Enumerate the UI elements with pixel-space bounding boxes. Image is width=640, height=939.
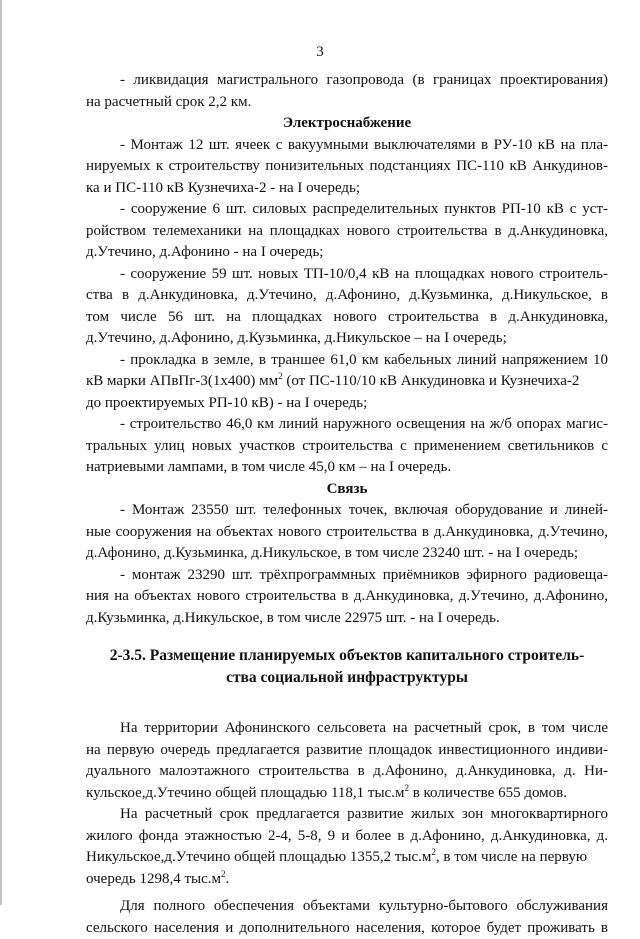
electricity-line: - сооружение 6 шт. силовых распределительных пунктов РП-10 кВ с уст- xyxy=(86,199,608,221)
section-title-line-2: ства социальной инфраструктуры xyxy=(86,667,608,689)
electricity-line: до проектируемых РП-10 кВ) - на I очередь; xyxy=(86,393,608,415)
gas-line-1: - ликвидация магистрального газопровода (в границах проектирования) xyxy=(86,70,608,92)
electricity-line: ройством телемеханики на площадках нового строительства в д.Анкудиновка, xyxy=(86,221,608,243)
electricity-line: натриевыми лампами, в том числе 45,0 км – на I очередь. xyxy=(86,457,608,479)
document-body xyxy=(86,70,608,939)
electricity-line: - прокладка в земле, в траншее 61,0 км кабельных линий напряжением 10 xyxy=(86,350,608,372)
cable-text-b: (от ПС-110/10 кВ Анкудиновка и Кузнечиха-2 xyxy=(283,373,580,389)
para1-text-b: в количестве 655 домов. xyxy=(409,785,567,801)
electricity-line: д.Утечино, д.Афонино, д.Кузьминка, д.Никульское – на I очередь; xyxy=(86,328,608,350)
gas-line-2: на расчетный срок 2,2 км. xyxy=(86,92,608,114)
electricity-line: д.Утечино, д.Афонино - на I очередь; xyxy=(86,242,608,264)
section-paragraph-line xyxy=(86,869,608,891)
electricity-line: ка и ПС-110 кВ Кузнечиха-2 - на I очередь; xyxy=(86,178,608,200)
electricity-line: нируемых к строительству понизительных подстанциях ПС-110 кВ Анкудинов- xyxy=(86,156,608,178)
section-paragraph-line: на первую очередь предлагается развитие площадок инвестиционного индиви- xyxy=(86,740,608,762)
section-paragraph-line: сельского населения и дополнительного населения, которое будет проживать в xyxy=(86,918,608,939)
communication-line: ные сооружения на объектах нового строительства в д.Анкудиновка, д.Утечино, xyxy=(86,522,608,544)
communication-heading: Связь xyxy=(86,479,608,501)
scan-edge xyxy=(0,0,2,905)
cable-superscript: 2 xyxy=(278,371,283,381)
communication-line: - монтаж 23290 шт. трёхпрограммных приёмников эфирного радиовеща- xyxy=(86,565,608,587)
section-title-line-1: 2-3.5. Размещение планируемых объектов капитального строитель- xyxy=(86,645,608,667)
para2-text-d: . xyxy=(226,871,230,887)
para1-text-a: кульское,д.Утечино общей площадью 118,1 тыс.м xyxy=(86,785,404,801)
communication-line: д.Афонино, д.Кузьминка, д.Никульское, в том числе 23240 шт. - на I очередь; xyxy=(86,543,608,565)
electricity-line: - Монтаж 12 шт. ячеек с вакуумными выключателями в РУ-10 кВ на пла- xyxy=(86,135,608,157)
electricity-line: том числе 56 шт. на площадках нового строительства в д.Анкудиновка, xyxy=(86,307,608,329)
electricity-line: тральных улиц новых участков строительства с применением светильников с xyxy=(86,436,608,458)
para1-superscript: 2 xyxy=(404,783,409,793)
cable-text-a: кВ марки АПвПг-3(1х400) мм xyxy=(86,373,278,389)
electricity-cable-line xyxy=(86,371,608,393)
section-paragraph-line xyxy=(86,783,608,805)
electricity-heading: Электроснабжение xyxy=(86,113,608,135)
section-paragraph-line: На расчетный срок предлагается развитие жилых зон многоквартирного xyxy=(86,804,608,826)
para2-text-c: очередь 1298,4 тыс.м xyxy=(86,871,221,887)
section-paragraph-line: На территории Афонинского сельсовета на расчетный срок, в том числе xyxy=(86,718,608,740)
para2-superscript: 2 xyxy=(431,847,436,857)
communication-line: - Монтаж 23550 шт. телефонных точек, включая оборудование и линей- xyxy=(86,500,608,522)
para2-superscript: 2 xyxy=(221,869,226,879)
page-number: 3 xyxy=(0,44,640,61)
para2-text-b: , в том числе на первую xyxy=(436,849,587,865)
electricity-line: ства в д.Анкудиновка, д.Утечино, д.Афонино, д.Кузьминка, д.Никульское, в xyxy=(86,285,608,307)
communication-line: ния на объектах нового строительства в д.Анкудиновка, д.Утечино, д.Афонино, xyxy=(86,586,608,608)
electricity-line: - строительство 46,0 км линий наружного освещения на ж/б опорах магис- xyxy=(86,414,608,436)
section-paragraph-line: жилого фонда этажностью 2-4, 5-8, 9 и более в д.Афонино, д.Анкудиновка, д. xyxy=(86,826,608,848)
para2-text-a: Никульское,д.Утечино общей площадью 1355,2 тыс.м xyxy=(86,849,431,865)
section-paragraph-line xyxy=(86,847,608,869)
communication-line: д.Кузьминка, д.Никульское, в том числе 22975 шт. - на I очередь. xyxy=(86,608,608,630)
section-paragraph-line: Для полного обеспечения объектами культурно-бытового обслуживания xyxy=(86,896,608,918)
section-paragraph-line: дуального малоэтажного строительства в д.Афонино, д.Анкудиновка, д. Ни- xyxy=(86,761,608,783)
electricity-line: - сооружение 59 шт. новых ТП-10/0,4 кВ на площадках нового строитель- xyxy=(86,264,608,286)
